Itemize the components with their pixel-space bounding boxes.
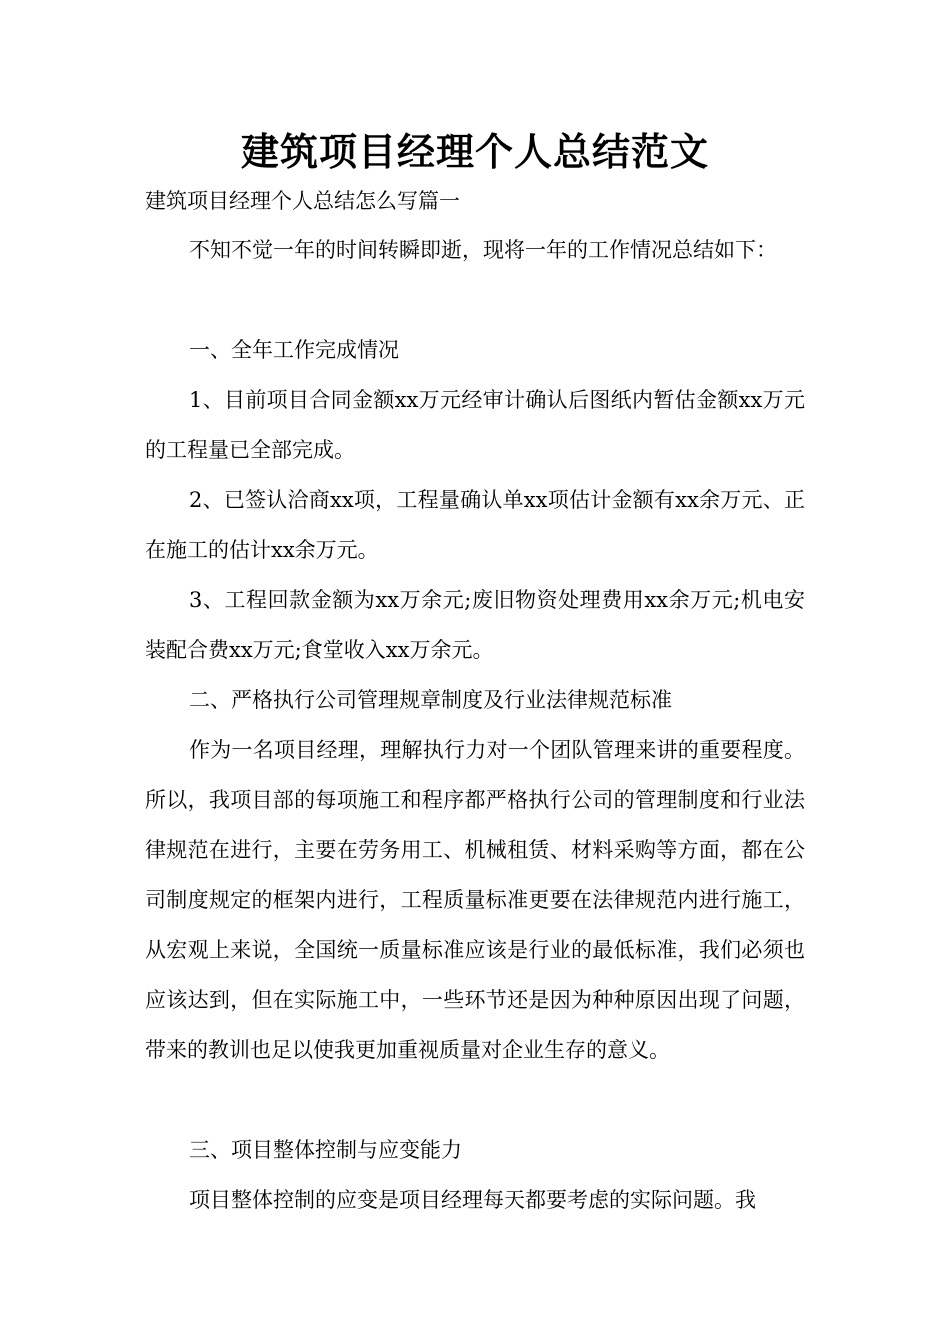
paragraph-body-3: 项目整体控制的应变是项目经理每天都要考虑的实际问题。我 (189, 1188, 756, 1212)
document-subtitle: 建筑项目经理个人总结怎么写篇一 (145, 189, 460, 213)
paragraph-item-1: 1、目前项目合同金额xx万元经审计确认后图纸内暂估金额xx万元的工程量已全部完成。 (145, 388, 805, 462)
section-heading-1: 一、全年工作完成情况 (189, 338, 399, 362)
document-title: 建筑项目经理个人总结范文 (240, 130, 709, 174)
paragraph-intro: 不知不觉一年的时间转瞬即逝，现将一年的工作情况总结如下： (189, 238, 777, 262)
paragraph-body-2: 作为一名项目经理，理解执行力对一个团队管理来讲的重要程度。所以，我项目部的每项施工和程序都严格执行公司的管理制度和行业法律规范在进行，主要在劳务用工、机械租赁、材料采购等方面，都在公司制度规定的框架内进行，工程质量标准更要在法律规范内进行施工，从宏观上来说，全国统一质量标准应该是行业的最低标准，我们必须也应该达到，但在实际施工中，一些环节还是因为种种原因出现了问题，带来的教训也足以使我更加重视质量对企业生存的意义。 (145, 738, 805, 1062)
paragraph-item-2: 2、已签认洽商xx项，工程量确认单xx项估计金额有xx余万元、正在施工的估计xx余万元。 (145, 488, 805, 562)
paragraph-item-3: 3、工程回款金额为xx万余元;废旧物资处理费用xx余万元;机电安装配合费xx万元;食堂收入xx万余元。 (145, 588, 805, 662)
section-heading-3: 三、项目整体控制与应变能力 (189, 1138, 462, 1162)
section-heading-2: 二、严格执行公司管理规章制度及行业法律规范标准 (189, 688, 672, 712)
